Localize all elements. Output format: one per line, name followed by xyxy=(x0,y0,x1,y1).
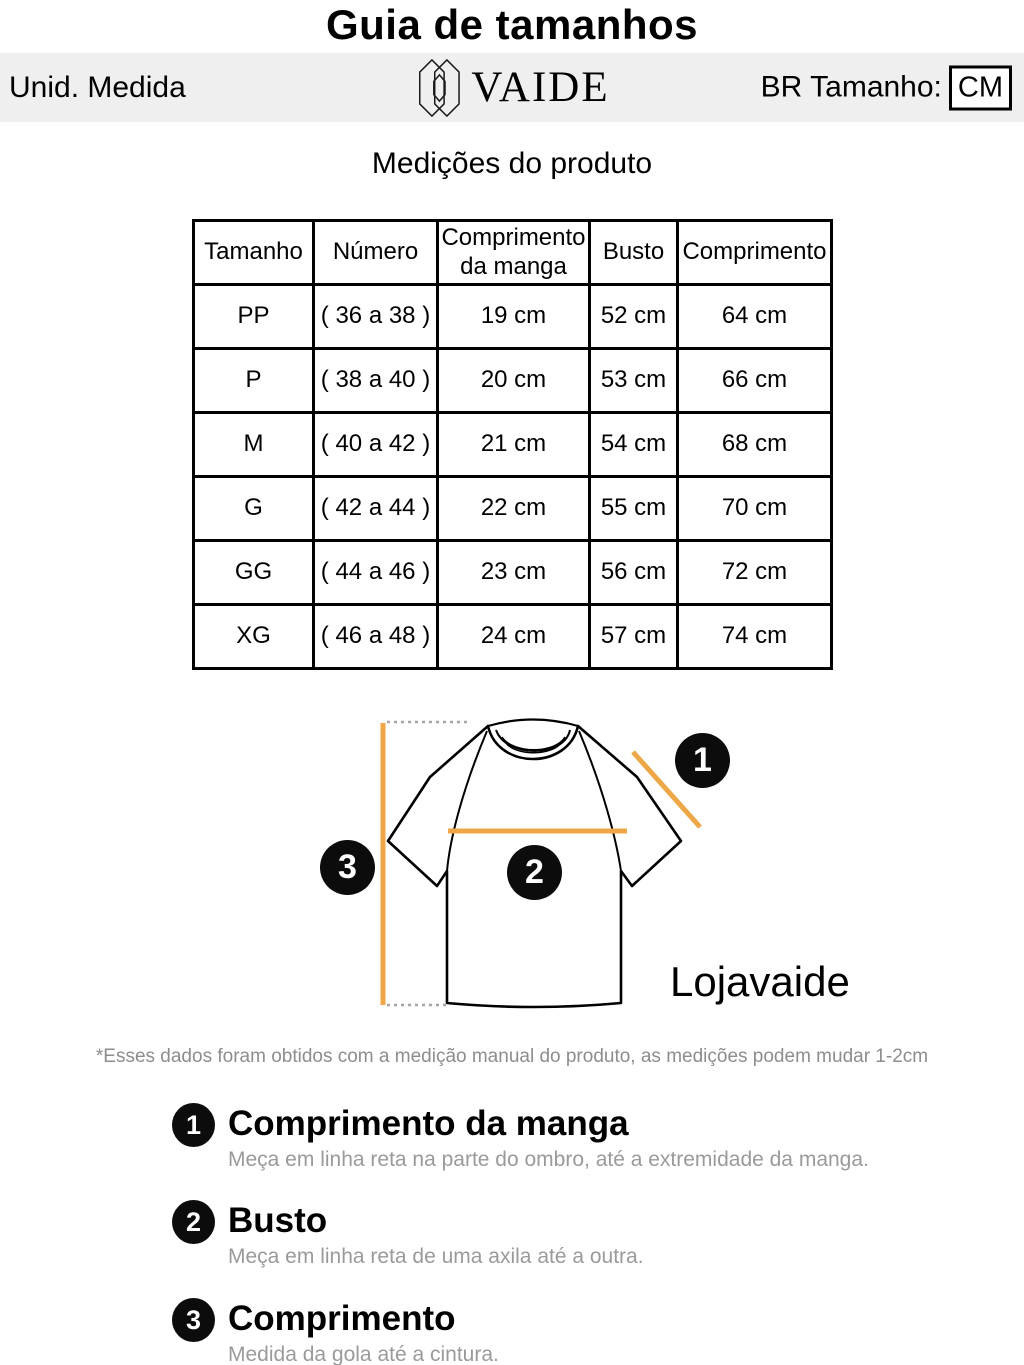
table-cell: 52 cm xyxy=(590,285,678,349)
table-cell: 23 cm xyxy=(438,541,590,605)
legend-text xyxy=(228,1101,869,1172)
legend-title: Busto xyxy=(228,1201,328,1240)
legend-item-bust xyxy=(172,1198,644,1269)
table-cell: 64 cm xyxy=(678,285,832,349)
brand-lockup xyxy=(414,59,609,117)
table-cell: 21 cm xyxy=(438,413,590,477)
unit-bar xyxy=(0,53,1024,122)
legend-item-length xyxy=(172,1296,499,1365)
marker-3: 3 xyxy=(320,840,375,895)
table-header-row xyxy=(194,221,832,285)
table-cell: 19 cm xyxy=(438,285,590,349)
table-row xyxy=(194,413,832,477)
table-cell: 68 cm xyxy=(678,413,832,477)
legend-text xyxy=(228,1296,499,1365)
legend-circle-2: 2 xyxy=(172,1200,215,1244)
table-cell: 22 cm xyxy=(438,477,590,541)
table-cell: ( 44 a 46 ) xyxy=(314,541,438,605)
table-cell: ( 38 a 40 ) xyxy=(314,349,438,413)
table-header-cell: Comprimento da manga xyxy=(438,221,590,285)
legend-text xyxy=(228,1198,644,1269)
marker-2: 2 xyxy=(507,845,562,900)
table-cell: G xyxy=(194,477,314,541)
table-header-cell: Número xyxy=(314,221,438,285)
legend-description: Meça em linha reta de uma axila até a outra. xyxy=(228,1245,644,1268)
table-cell: XG xyxy=(194,605,314,669)
table-cell: PP xyxy=(194,285,314,349)
table-cell: 56 cm xyxy=(590,541,678,605)
legend-title: Comprimento da manga xyxy=(228,1104,629,1143)
footnote: *Esses dados foram obtidos com a medição manual do produto, as medições podem mudar 1-2cm xyxy=(95,1046,929,1067)
table-cell: ( 46 a 48 ) xyxy=(314,605,438,669)
table-cell: 20 cm xyxy=(438,349,590,413)
size-region-label: BR Tamanho: xyxy=(760,70,942,104)
collar-inner-line xyxy=(496,730,570,751)
table-cell: ( 40 a 42 ) xyxy=(314,413,438,477)
unit-value-box: CM xyxy=(949,65,1012,110)
table-row xyxy=(194,285,832,349)
legend-description: Meça em linha reta na parte do ombro, até a extremidade da manga. xyxy=(228,1148,869,1171)
table-row xyxy=(194,605,832,669)
table-header-cell: Tamanho xyxy=(194,221,314,285)
table-row xyxy=(194,477,832,541)
legend-circle-1: 1 xyxy=(172,1103,215,1147)
table-cell: 66 cm xyxy=(678,349,832,413)
table-cell: P xyxy=(194,349,314,413)
collar-back-line xyxy=(488,720,578,727)
table-title: Medições do produto xyxy=(371,147,653,180)
unit-measure-label: Unid. Medida xyxy=(9,70,186,104)
size-table xyxy=(192,219,833,670)
table-cell: 24 cm xyxy=(438,605,590,669)
table-cell: ( 42 a 44 ) xyxy=(314,477,438,541)
table-cell: 74 cm xyxy=(678,605,832,669)
table-header-cell: Busto xyxy=(590,221,678,285)
page-title: Guia de tamanhos xyxy=(325,1,699,48)
legend-title: Comprimento xyxy=(228,1299,456,1338)
table-cell: 70 cm xyxy=(678,477,832,541)
brand-name: VAIDE xyxy=(471,64,610,111)
table-cell: 57 cm xyxy=(590,605,678,669)
tshirt-diagram xyxy=(300,700,850,1030)
table-cell: M xyxy=(194,413,314,477)
legend-item-sleeve xyxy=(172,1101,869,1172)
table-cell: 54 cm xyxy=(590,413,678,477)
store-name: Lojavaide xyxy=(670,958,850,1005)
table-cell: 53 cm xyxy=(590,349,678,413)
vaide-logo-icon xyxy=(414,59,464,117)
table-cell: 72 cm xyxy=(678,541,832,605)
legend-circle-3: 3 xyxy=(172,1298,215,1342)
table-cell: GG xyxy=(194,541,314,605)
table-row xyxy=(194,541,832,605)
table-header-cell: Comprimento xyxy=(678,221,832,285)
table-cell: 55 cm xyxy=(590,477,678,541)
marker-1: 1 xyxy=(675,733,730,788)
table-cell: ( 36 a 38 ) xyxy=(314,285,438,349)
legend-description: Medida da gola até a cintura. xyxy=(228,1343,499,1365)
size-region xyxy=(761,65,1012,110)
table-row xyxy=(194,349,832,413)
